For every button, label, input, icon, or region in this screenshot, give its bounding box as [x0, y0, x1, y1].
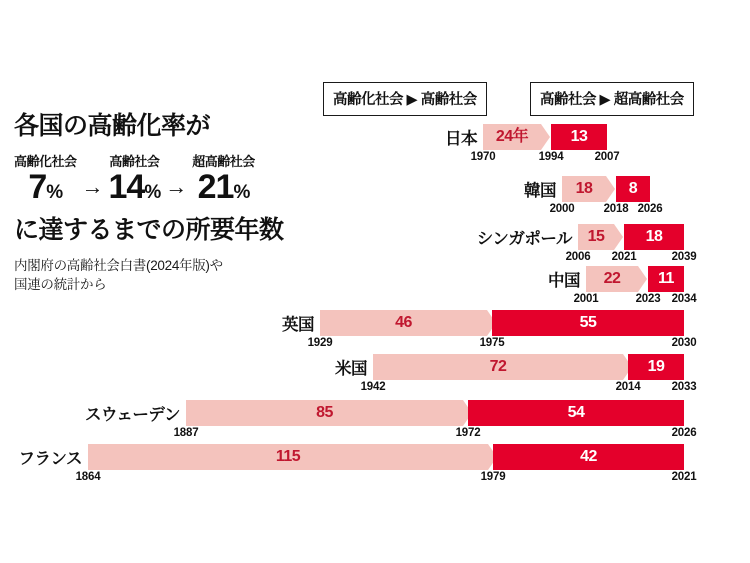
- year-label-end: 2030: [671, 337, 697, 349]
- bar-aging-to-aged: [186, 400, 463, 426]
- year-label-mid: 1975: [479, 337, 505, 349]
- bar-value-aging-to-aged: 24年: [495, 128, 529, 145]
- bar-aged-to-superaged: [628, 354, 684, 380]
- bar-value-aging-to-aged: 22: [603, 270, 621, 287]
- year-label-start: 2006: [565, 251, 591, 263]
- bar-aged-to-superaged: [493, 444, 684, 470]
- bar-value-aged-to-superaged: 18: [645, 228, 663, 245]
- year-label-mid: 1979: [480, 471, 506, 483]
- rate-caption-2: 高齢社会: [109, 153, 160, 169]
- country-label: 韓国: [524, 182, 556, 200]
- year-label-mid: 2018: [603, 203, 629, 215]
- bar-aged-to-superaged: [624, 224, 684, 250]
- bar-aging-to-aged: [578, 224, 614, 250]
- year-label-mid: 2014: [615, 381, 641, 393]
- bar-value-aged-to-superaged: 13: [570, 128, 588, 145]
- bar-value-aging-to-aged: 46: [395, 314, 412, 331]
- chart-row: [548, 266, 697, 305]
- country-label: スウェーデン: [84, 406, 180, 424]
- year-label-end: 2039: [671, 251, 697, 263]
- chart-row: [445, 124, 620, 163]
- rate-caption-3: 超高齢社会: [192, 153, 255, 169]
- bar-aging-to-aged: [88, 444, 488, 470]
- chart-row: [84, 400, 697, 439]
- year-label-start: 1970: [470, 151, 496, 163]
- year-label-mid: 1994: [538, 151, 564, 163]
- rate-unit-2: %: [144, 181, 161, 203]
- bar-aging-to-aged: [562, 176, 606, 202]
- bar-value-aged-to-superaged: 8: [628, 180, 638, 197]
- rate-number-3: 21: [197, 167, 234, 206]
- chart-row: [476, 224, 697, 263]
- source-line-2: 国連の統計から: [14, 277, 107, 293]
- bar-aged-to-superaged: [616, 176, 650, 202]
- year-label-mid: 2023: [635, 293, 661, 305]
- country-label: 中国: [548, 272, 580, 290]
- rate-number-1: 7: [28, 167, 47, 206]
- headline-line1: 各国の高齢化率が: [14, 112, 211, 140]
- year-label-start: 1864: [75, 471, 101, 483]
- country-label: フランス: [18, 450, 82, 468]
- bar-value-aged-to-superaged: 42: [580, 448, 597, 465]
- bar-aging-to-aged: [320, 310, 487, 336]
- country-label: 英国: [282, 316, 314, 334]
- country-label: 米国: [335, 360, 367, 378]
- year-label-end: 2026: [637, 203, 663, 215]
- bar-value-aged-to-superaged: 11: [658, 270, 674, 287]
- year-label-start: 1929: [307, 337, 333, 349]
- bar-aging-to-aged: [586, 266, 638, 292]
- year-label-end: 2021: [671, 471, 697, 483]
- chart-row: [524, 176, 663, 215]
- bar-aged-to-superaged: [468, 400, 684, 426]
- chart-row: [18, 444, 697, 483]
- bar-aged-to-superaged: [551, 124, 607, 150]
- rate-unit-3: %: [233, 181, 250, 203]
- country-label: シンガポール: [476, 230, 572, 248]
- year-label-start: 2001: [573, 293, 599, 305]
- year-label-mid: 1972: [455, 427, 481, 439]
- bar-value-aged-to-superaged: 55: [579, 314, 597, 331]
- year-label-start: 2000: [549, 203, 575, 215]
- country-label: 日本: [445, 130, 477, 148]
- bar-aged-to-superaged: [648, 266, 684, 292]
- year-label-end: 2033: [671, 381, 697, 393]
- rate-number-2: 14: [108, 167, 145, 206]
- bar-aged-to-superaged: [492, 310, 684, 336]
- bar-value-aging-to-aged: 72: [489, 358, 507, 375]
- source-line-1: 内閣府の高齢社会白書(2024年版)や: [14, 257, 223, 273]
- bar-value-aged-to-superaged: 19: [647, 358, 665, 375]
- year-label-start: 1942: [360, 381, 386, 393]
- bar-value-aging-to-aged: 18: [575, 180, 593, 197]
- year-label-end: 2034: [671, 293, 697, 305]
- legend-aged-to-superaged: 高齢社会 ▶ 超高齢社会: [530, 82, 694, 116]
- year-label-end: 2007: [594, 151, 620, 163]
- year-label-mid: 2021: [611, 251, 637, 263]
- bar-value-aged-to-superaged: 54: [567, 404, 585, 421]
- rate-unit-1: %: [46, 181, 63, 203]
- bar-aging-to-aged: [373, 354, 623, 380]
- rate-caption-1: 高齢化社会: [14, 153, 77, 169]
- rate-arrow-1: →: [81, 173, 104, 199]
- bar-aging-to-aged: [483, 124, 541, 150]
- chart-row: [282, 310, 697, 349]
- chart-row: [335, 354, 697, 393]
- bar-value-aging-to-aged: 15: [587, 228, 605, 245]
- year-label-start: 1887: [173, 427, 199, 439]
- headline-line2: に達するまでの所要年数: [14, 215, 284, 244]
- year-label-end: 2026: [671, 427, 697, 439]
- bar-value-aging-to-aged: 85: [316, 404, 333, 421]
- rate-arrow-2: →: [165, 173, 188, 199]
- bar-value-aging-to-aged: 115: [275, 448, 301, 465]
- legend-aging-to-aged: 高齢化社会 ▶ 高齢社会: [323, 82, 487, 116]
